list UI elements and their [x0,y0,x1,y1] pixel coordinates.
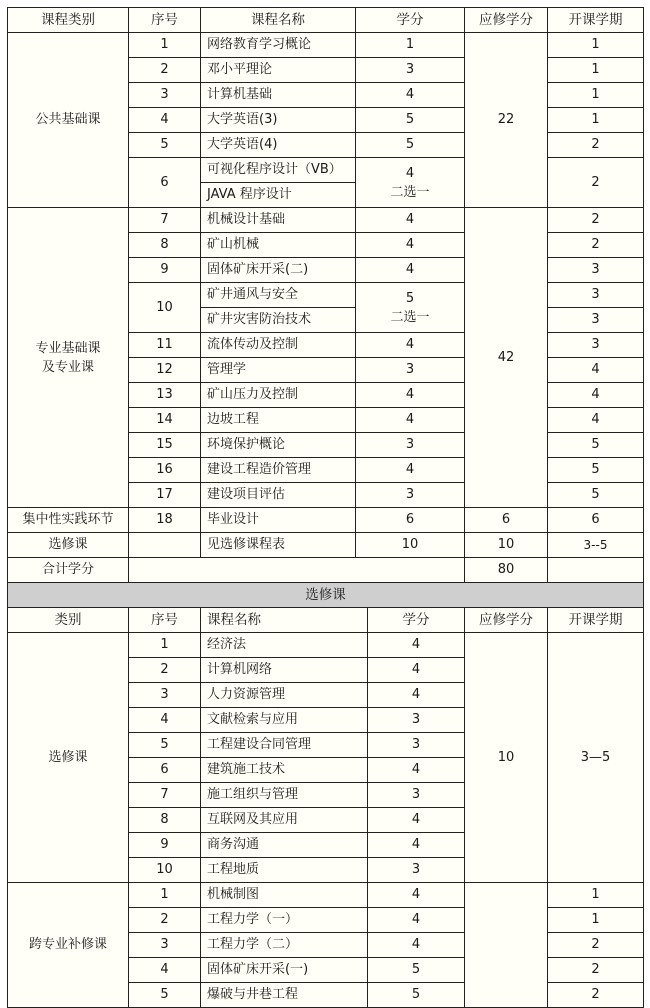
course-credit: 4 [368,758,465,783]
total-required: 80 [465,558,548,583]
course-name: 矿山压力及控制 [201,383,356,408]
course-credit: 5 [368,983,465,1008]
course-credit: 4 [356,208,465,233]
course-no: 7 [129,783,201,808]
course-no: 5 [129,733,201,758]
header-credit: 学分 [368,608,465,633]
course-no: 15 [129,433,201,458]
course-credit: 1 [356,33,465,58]
cell-line: 二选一 [390,309,430,325]
category-practice: 集中性实践环节 [8,508,129,533]
course-term: 2 [548,208,644,233]
course-no: 5 [129,133,201,158]
course-term: 2 [548,233,644,258]
course-credit: 3 [356,358,465,383]
course-name: 矿山机械 [201,233,356,258]
course-credit: 4 [356,383,465,408]
course-name: 毕业设计 [201,508,356,533]
header-name: 课程名称 [201,608,368,633]
elective-summary-row [8,533,644,558]
course-no: 8 [129,233,201,258]
course-no: 14 [129,408,201,433]
course-no: 1 [129,633,201,658]
course-term: 5 [548,433,644,458]
course-term: 5 [548,483,644,508]
course-name: 矿井灾害防治技术 [201,308,356,333]
course-name: 计算机网络 [201,658,368,683]
course-term: 1 [548,33,644,58]
course-credit: 10 [356,533,465,558]
course-name: 爆破与井巷工程 [201,983,368,1008]
remedial-course-row [8,883,644,908]
course-no: 1 [129,33,201,58]
course-term: 5 [548,458,644,483]
course-name: 施工组织与管理 [201,783,368,808]
total-empty [129,558,465,583]
course-term: 3 [548,308,644,333]
course-no: 6 [129,158,201,208]
course-credit-choice [356,158,465,208]
course-name: 经济法 [201,633,368,658]
elective-section-title: 选修课 [8,583,644,608]
required-remedial-empty [465,883,548,1008]
course-no: 18 [129,508,201,533]
course-name: 机械制图 [201,883,368,908]
required-elective-list: 10 [465,633,548,883]
required-public: 22 [465,33,548,208]
course-term: 4 [548,408,644,433]
course-credit: 3 [368,858,465,883]
cell-line: 5 [405,290,415,306]
course-term: 3--5 [548,533,644,558]
total-term-empty [548,558,644,583]
course-credit: 4 [356,333,465,358]
course-credit: 4 [356,258,465,283]
course-term: 2 [548,933,644,958]
major-course-row [8,208,644,233]
course-no: 4 [129,958,201,983]
course-name: 机械设计基础 [201,208,356,233]
header-credit: 学分 [356,8,465,33]
course-name: 固体矿床开采(一) [201,958,368,983]
header-category: 课程类别 [8,8,129,33]
course-term: 4 [548,358,644,383]
course-name: 固体矿床开采(二) [201,258,356,283]
course-credit: 4 [356,458,465,483]
course-no: 2 [129,908,201,933]
course-name: 工程力学（一） [201,908,368,933]
header-category: 类别 [8,608,129,633]
course-name: 可视化程序设计（VB） [201,158,356,183]
course-credit: 3 [368,783,465,808]
course-credit: 4 [368,658,465,683]
course-credit: 3 [368,733,465,758]
course-name: 见选修课程表 [201,533,356,558]
course-term: 4 [548,383,644,408]
course-credit-choice [356,283,465,333]
course-no: 4 [129,108,201,133]
course-no: 10 [129,283,201,333]
category-elective-list: 选修课 [8,633,129,883]
course-no: 17 [129,483,201,508]
cell-line: 专业基础课 [35,340,101,356]
course-no: 16 [129,458,201,483]
course-term: 2 [548,983,644,1008]
course-no: 2 [129,58,201,83]
course-no: 2 [129,658,201,683]
curriculum-table [7,7,644,1008]
course-term: 1 [548,58,644,83]
course-credit: 3 [368,708,465,733]
course-term: 2 [548,958,644,983]
course-no: 12 [129,358,201,383]
header-name: 课程名称 [201,8,356,33]
course-name: 环境保护概论 [201,433,356,458]
course-term: 3 [548,258,644,283]
course-term: 3 [548,283,644,308]
elective-header-row [8,608,644,633]
course-term: 1 [548,108,644,133]
table-header-row [8,8,644,33]
total-row [8,558,644,583]
course-term: 2 [548,158,644,208]
course-name: 互联网及其应用 [201,808,368,833]
course-no: 3 [129,83,201,108]
required-elective: 10 [465,533,548,558]
practice-row [8,508,644,533]
course-credit: 5 [356,133,465,158]
course-name: 网络教育学习概论 [201,33,356,58]
header-required: 应修学分 [465,8,548,33]
course-credit: 4 [368,908,465,933]
course-credit: 4 [368,883,465,908]
course-name: JAVA 程序设计 [201,183,356,208]
course-term: 1 [548,908,644,933]
course-term: 3 [548,333,644,358]
course-no: 1 [129,883,201,908]
course-name: 商务沟通 [201,833,368,858]
header-no: 序号 [129,8,201,33]
course-no: 9 [129,833,201,858]
cell-line: 4 [405,165,415,181]
header-term: 开课学期 [548,608,644,633]
course-name: 工程力学（二） [201,933,368,958]
course-credit: 3 [356,483,465,508]
course-no: 10 [129,858,201,883]
curriculum-table-body [8,8,644,1008]
curriculum-page [7,7,643,1008]
course-no: 4 [129,708,201,733]
course-no: 11 [129,333,201,358]
course-term: 6 [548,508,644,533]
course-no: 8 [129,808,201,833]
course-name: 计算机基础 [201,83,356,108]
course-name: 邓小平理论 [201,58,356,83]
course-no-empty [129,533,201,558]
course-name: 工程建设合同管理 [201,733,368,758]
course-credit: 3 [356,433,465,458]
cell-line: 及专业课 [41,359,94,375]
course-name: 人力资源管理 [201,683,368,708]
course-credit: 4 [356,233,465,258]
course-credit: 4 [368,683,465,708]
category-remedial: 跨专业补修课 [8,883,129,1008]
category-public: 公共基础课 [8,33,129,208]
course-no: 13 [129,383,201,408]
course-name: 矿井通风与安全 [201,283,356,308]
course-credit: 4 [356,408,465,433]
course-credit: 3 [356,58,465,83]
course-credit: 4 [368,808,465,833]
required-practice: 6 [465,508,548,533]
public-course-row [8,33,644,58]
course-no: 3 [129,683,201,708]
course-credit: 4 [368,633,465,658]
course-name: 建设项目评估 [201,483,356,508]
course-term: 2 [548,133,644,158]
course-no: 7 [129,208,201,233]
course-credit: 4 [356,83,465,108]
course-credit: 4 [368,833,465,858]
category-major [8,208,129,508]
course-credit: 6 [356,508,465,533]
elective-title-row [8,583,644,608]
required-major: 42 [465,208,548,508]
course-credit: 5 [356,108,465,133]
category-elective: 选修课 [8,533,129,558]
cell-line: 二选一 [390,184,430,200]
course-term: 1 [548,883,644,908]
course-no: 3 [129,933,201,958]
course-name: 大学英语(4) [201,133,356,158]
header-term: 开课学期 [548,8,644,33]
header-required: 应修学分 [465,608,548,633]
course-credit: 4 [368,933,465,958]
course-name: 边坡工程 [201,408,356,433]
course-name: 流体传动及控制 [201,333,356,358]
course-no: 6 [129,758,201,783]
course-name: 建设工程造价管理 [201,458,356,483]
header-no: 序号 [129,608,201,633]
course-name: 管理学 [201,358,356,383]
course-term: 1 [548,83,644,108]
course-no: 5 [129,983,201,1008]
total-label: 合计学分 [8,558,129,583]
course-name: 建筑施工技术 [201,758,368,783]
course-name: 文献检索与应用 [201,708,368,733]
elective-course-row [8,633,644,658]
course-name: 工程地质 [201,858,368,883]
term-elective-list: 3—5 [548,633,644,883]
course-credit: 5 [368,958,465,983]
course-name: 大学英语(3) [201,108,356,133]
course-no: 9 [129,258,201,283]
